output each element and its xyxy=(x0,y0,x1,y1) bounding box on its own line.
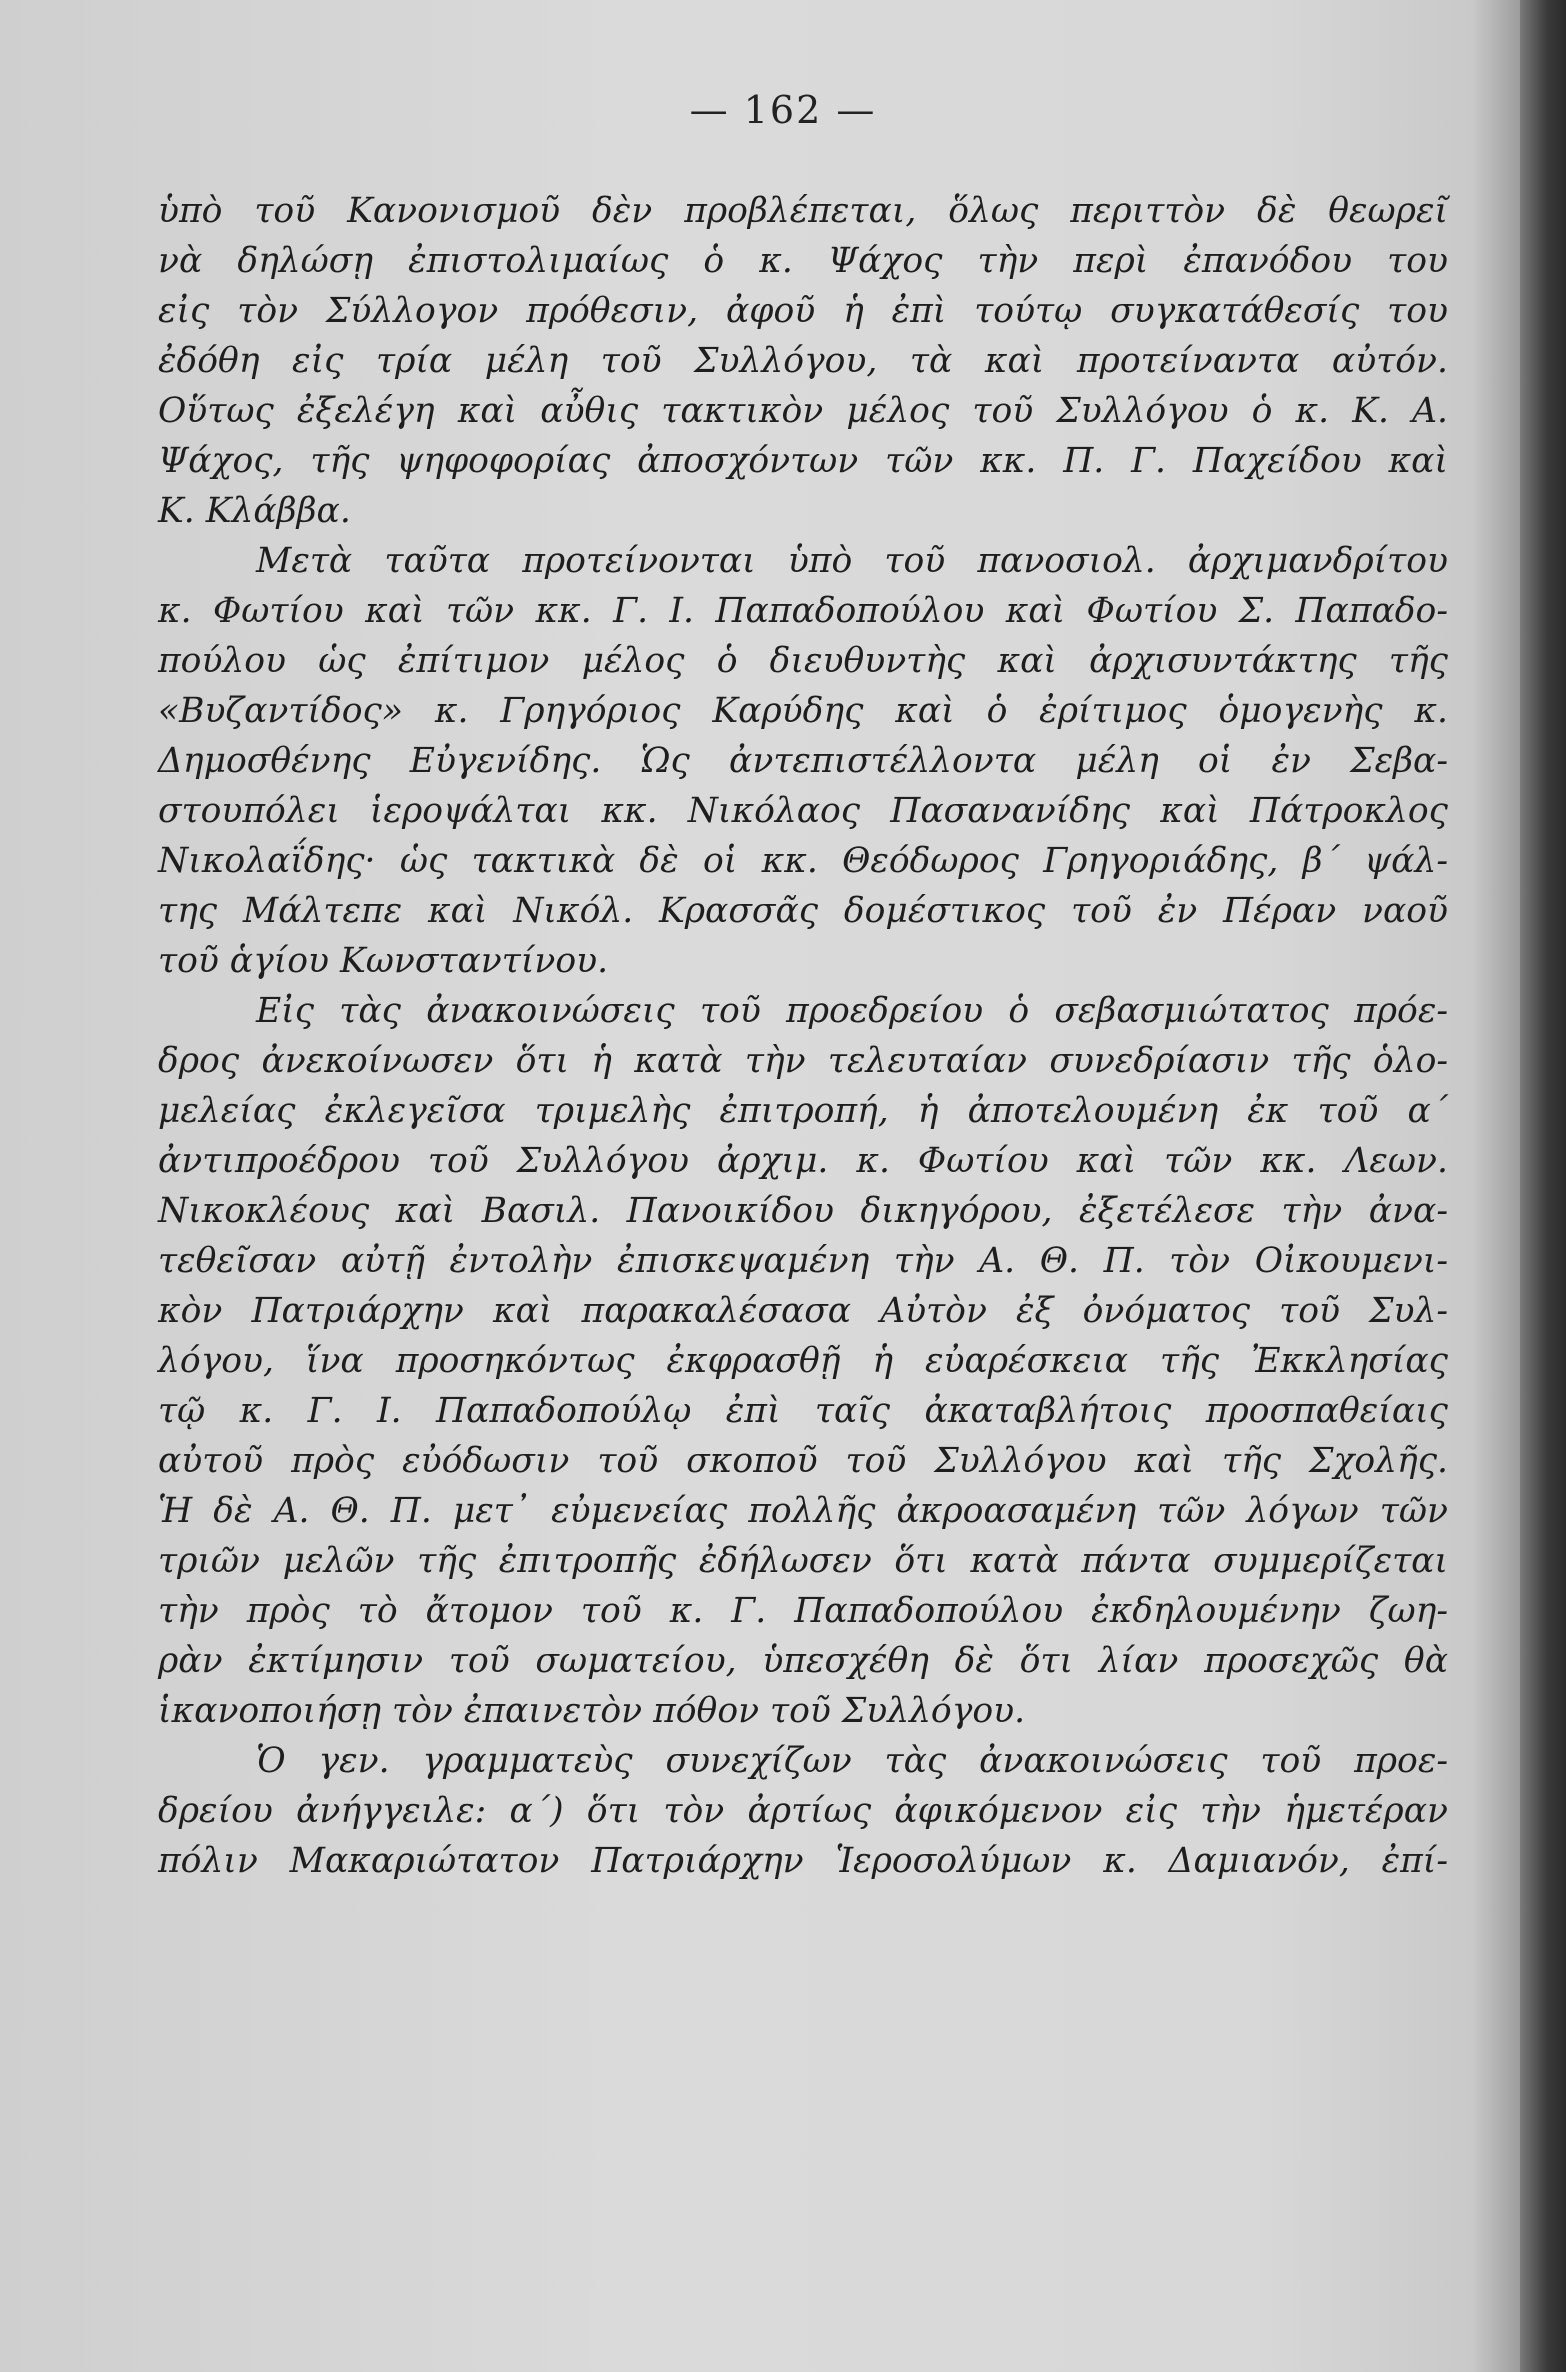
paragraph xyxy=(158,536,1448,986)
page-number: — 162 — xyxy=(689,88,877,132)
book-spine-shadow xyxy=(1520,0,1566,2372)
text-line: δρος ἀνεκοίνωσεν ὅτι ἡ κατὰ τὴν τελευταίαν συνεδρίασιν τῆς ὁλο- xyxy=(158,1041,1448,1081)
text-line: Ψάχος, τῆς ψηφοφορίας ἀποσχόντων τῶν κκ. Π. Γ. Παχείδου καὶ xyxy=(158,441,1448,481)
text-line: ὑπὸ τοῦ Κανονισμοῦ δὲν προβλέπεται, ὅλως περιττὸν δὲ θεωρεῖ xyxy=(158,191,1448,231)
text-line: Μετὰ ταῦτα προτείνονται ὑπὸ τοῦ πανοσιολ. ἀρχιμανδρίτου xyxy=(256,541,1448,581)
body-text xyxy=(158,186,1448,1886)
paragraph xyxy=(158,986,1448,1736)
text-line: κὸν Πατριάρχην καὶ παρακαλέσασα Αὐτὸν ἐξ ὀνόματος τοῦ Συλ- xyxy=(158,1291,1448,1331)
text-line: Ἡ δὲ Α. Θ. Π. μετ᾽ εὐμενείας πολλῆς ἀκροασαμένη τῶν λόγων τῶν xyxy=(158,1491,1448,1531)
text-line: στουπόλει ἱεροψάλται κκ. Νικόλαος Πασανανίδης καὶ Πάτροκλος xyxy=(158,791,1448,831)
text-line: τριῶν μελῶν τῆς ἐπιτροπῆς ἐδήλωσεν ὅτι κατὰ πάντα συμμερίζεται xyxy=(158,1541,1448,1581)
text-line: Οὕτως ἐξελέγη καὶ αὖθις τακτικὸν μέλος τοῦ Συλλόγου ὁ κ. Κ. Α. xyxy=(158,391,1448,431)
text-line: τὴν πρὸς τὸ ἄτομον τοῦ κ. Γ. Παπαδοπούλου ἐκδηλουμένην ζωη- xyxy=(158,1591,1448,1631)
text-line: εἰς τὸν Σύλλογον πρόθεσιν, ἀφοῦ ἡ ἐπὶ τούτῳ συγκατάθεσίς του xyxy=(158,291,1448,331)
text-line: κ. Φωτίου καὶ τῶν κκ. Γ. Ι. Παπαδοπούλου καὶ Φωτίου Σ. Παπαδο- xyxy=(158,591,1448,631)
paragraph xyxy=(158,186,1448,536)
text-line: τοῦ ἁγίου Κωνσταντίνου. xyxy=(158,941,609,981)
text-line: ἐδόθη εἰς τρία μέλη τοῦ Συλλόγου, τὰ καὶ προτείναντα αὐτόν. xyxy=(158,341,1448,381)
paragraph xyxy=(158,1736,1448,1886)
text-line: πόλιν Μακαριώτατον Πατριάρχην Ἱεροσολύμων κ. Δαμιανόν, ἐπί- xyxy=(158,1841,1448,1881)
text-line: τῷ κ. Γ. Ι. Παπαδοπούλῳ ἐπὶ ταῖς ἀκαταβλήτοις προσπαθείαις xyxy=(158,1391,1448,1431)
text-line: Ὁ γεν. γραμματεὺς συνεχίζων τὰς ἀνακοινώσεις τοῦ προε- xyxy=(256,1741,1448,1781)
text-line: Δημοσθένης Εὐγενίδης. Ὡς ἀντεπιστέλλοντα μέλη οἱ ἐν Σεβα- xyxy=(158,741,1448,781)
text-line: Κ. Κλάββα. xyxy=(158,491,351,531)
text-line: μελείας ἐκλεγεῖσα τριμελὴς ἐπιτροπή, ἡ ἀποτελουμένη ἐκ τοῦ α΄ xyxy=(158,1091,1448,1131)
text-line: Νικολαΐδης· ὡς τακτικὰ δὲ οἱ κκ. Θεόδωρος Γρηγοριάδης, β΄ ψάλ- xyxy=(158,841,1448,881)
text-line: «Βυζαντίδος» κ. Γρηγόριος Καρύδης καὶ ὁ ἐρίτιμος ὁμογενὴς κ. xyxy=(158,691,1448,731)
text-line: ἱκανοποιήσῃ τὸν ἐπαινετὸν πόθον τοῦ Συλλόγου. xyxy=(158,1691,1026,1731)
text-line: δρείου ἀνήγγειλε: α΄) ὅτι τὸν ἀρτίως ἀφικόμενον εἰς τὴν ἡμετέραν xyxy=(158,1791,1448,1831)
text-line: Εἰς τὰς ἀνακοινώσεις τοῦ προεδρείου ὁ σεβασμιώτατος πρόε- xyxy=(256,991,1448,1031)
text-line: της Μάλτεπε καὶ Νικόλ. Κρασσᾶς δομέστικος τοῦ ἐν Πέραν ναοῦ xyxy=(158,891,1448,931)
text-line: ρὰν ἐκτίμησιν τοῦ σωματείου, ὑπεσχέθη δὲ ὅτι λίαν προσεχῶς θὰ xyxy=(158,1641,1448,1681)
text-line: ἀντιπροέδρου τοῦ Συλλόγου ἀρχιμ. κ. Φωτίου καὶ τῶν κκ. Λεων. xyxy=(158,1141,1448,1181)
text-line: λόγου, ἵνα προσηκόντως ἐκφρασθῇ ἡ εὐαρέσκεια τῆς Ἐκκλησίας xyxy=(158,1341,1448,1381)
text-line: Νικοκλέους καὶ Βασιλ. Πανοικίδου δικηγόρου, ἐξετέλεσε τὴν ἀνα- xyxy=(158,1191,1448,1231)
text-line: πούλου ὡς ἐπίτιμον μέλος ὁ διευθυντὴς καὶ ἀρχισυντάκτης τῆς xyxy=(158,641,1448,681)
text-line: τεθεῖσαν αὐτῇ ἐντολὴν ἐπισκεψαμένη τὴν Α. Θ. Π. τὸν Οἰκουμενι- xyxy=(158,1241,1448,1281)
text-line: αὐτοῦ πρὸς εὐόδωσιν τοῦ σκοποῦ τοῦ Συλλόγου καὶ τῆς Σχολῆς. xyxy=(158,1441,1448,1481)
text-line: νὰ δηλώσῃ ἐπιστολιμαίως ὁ κ. Ψάχος τὴν περὶ ἐπανόδου του xyxy=(158,241,1448,281)
